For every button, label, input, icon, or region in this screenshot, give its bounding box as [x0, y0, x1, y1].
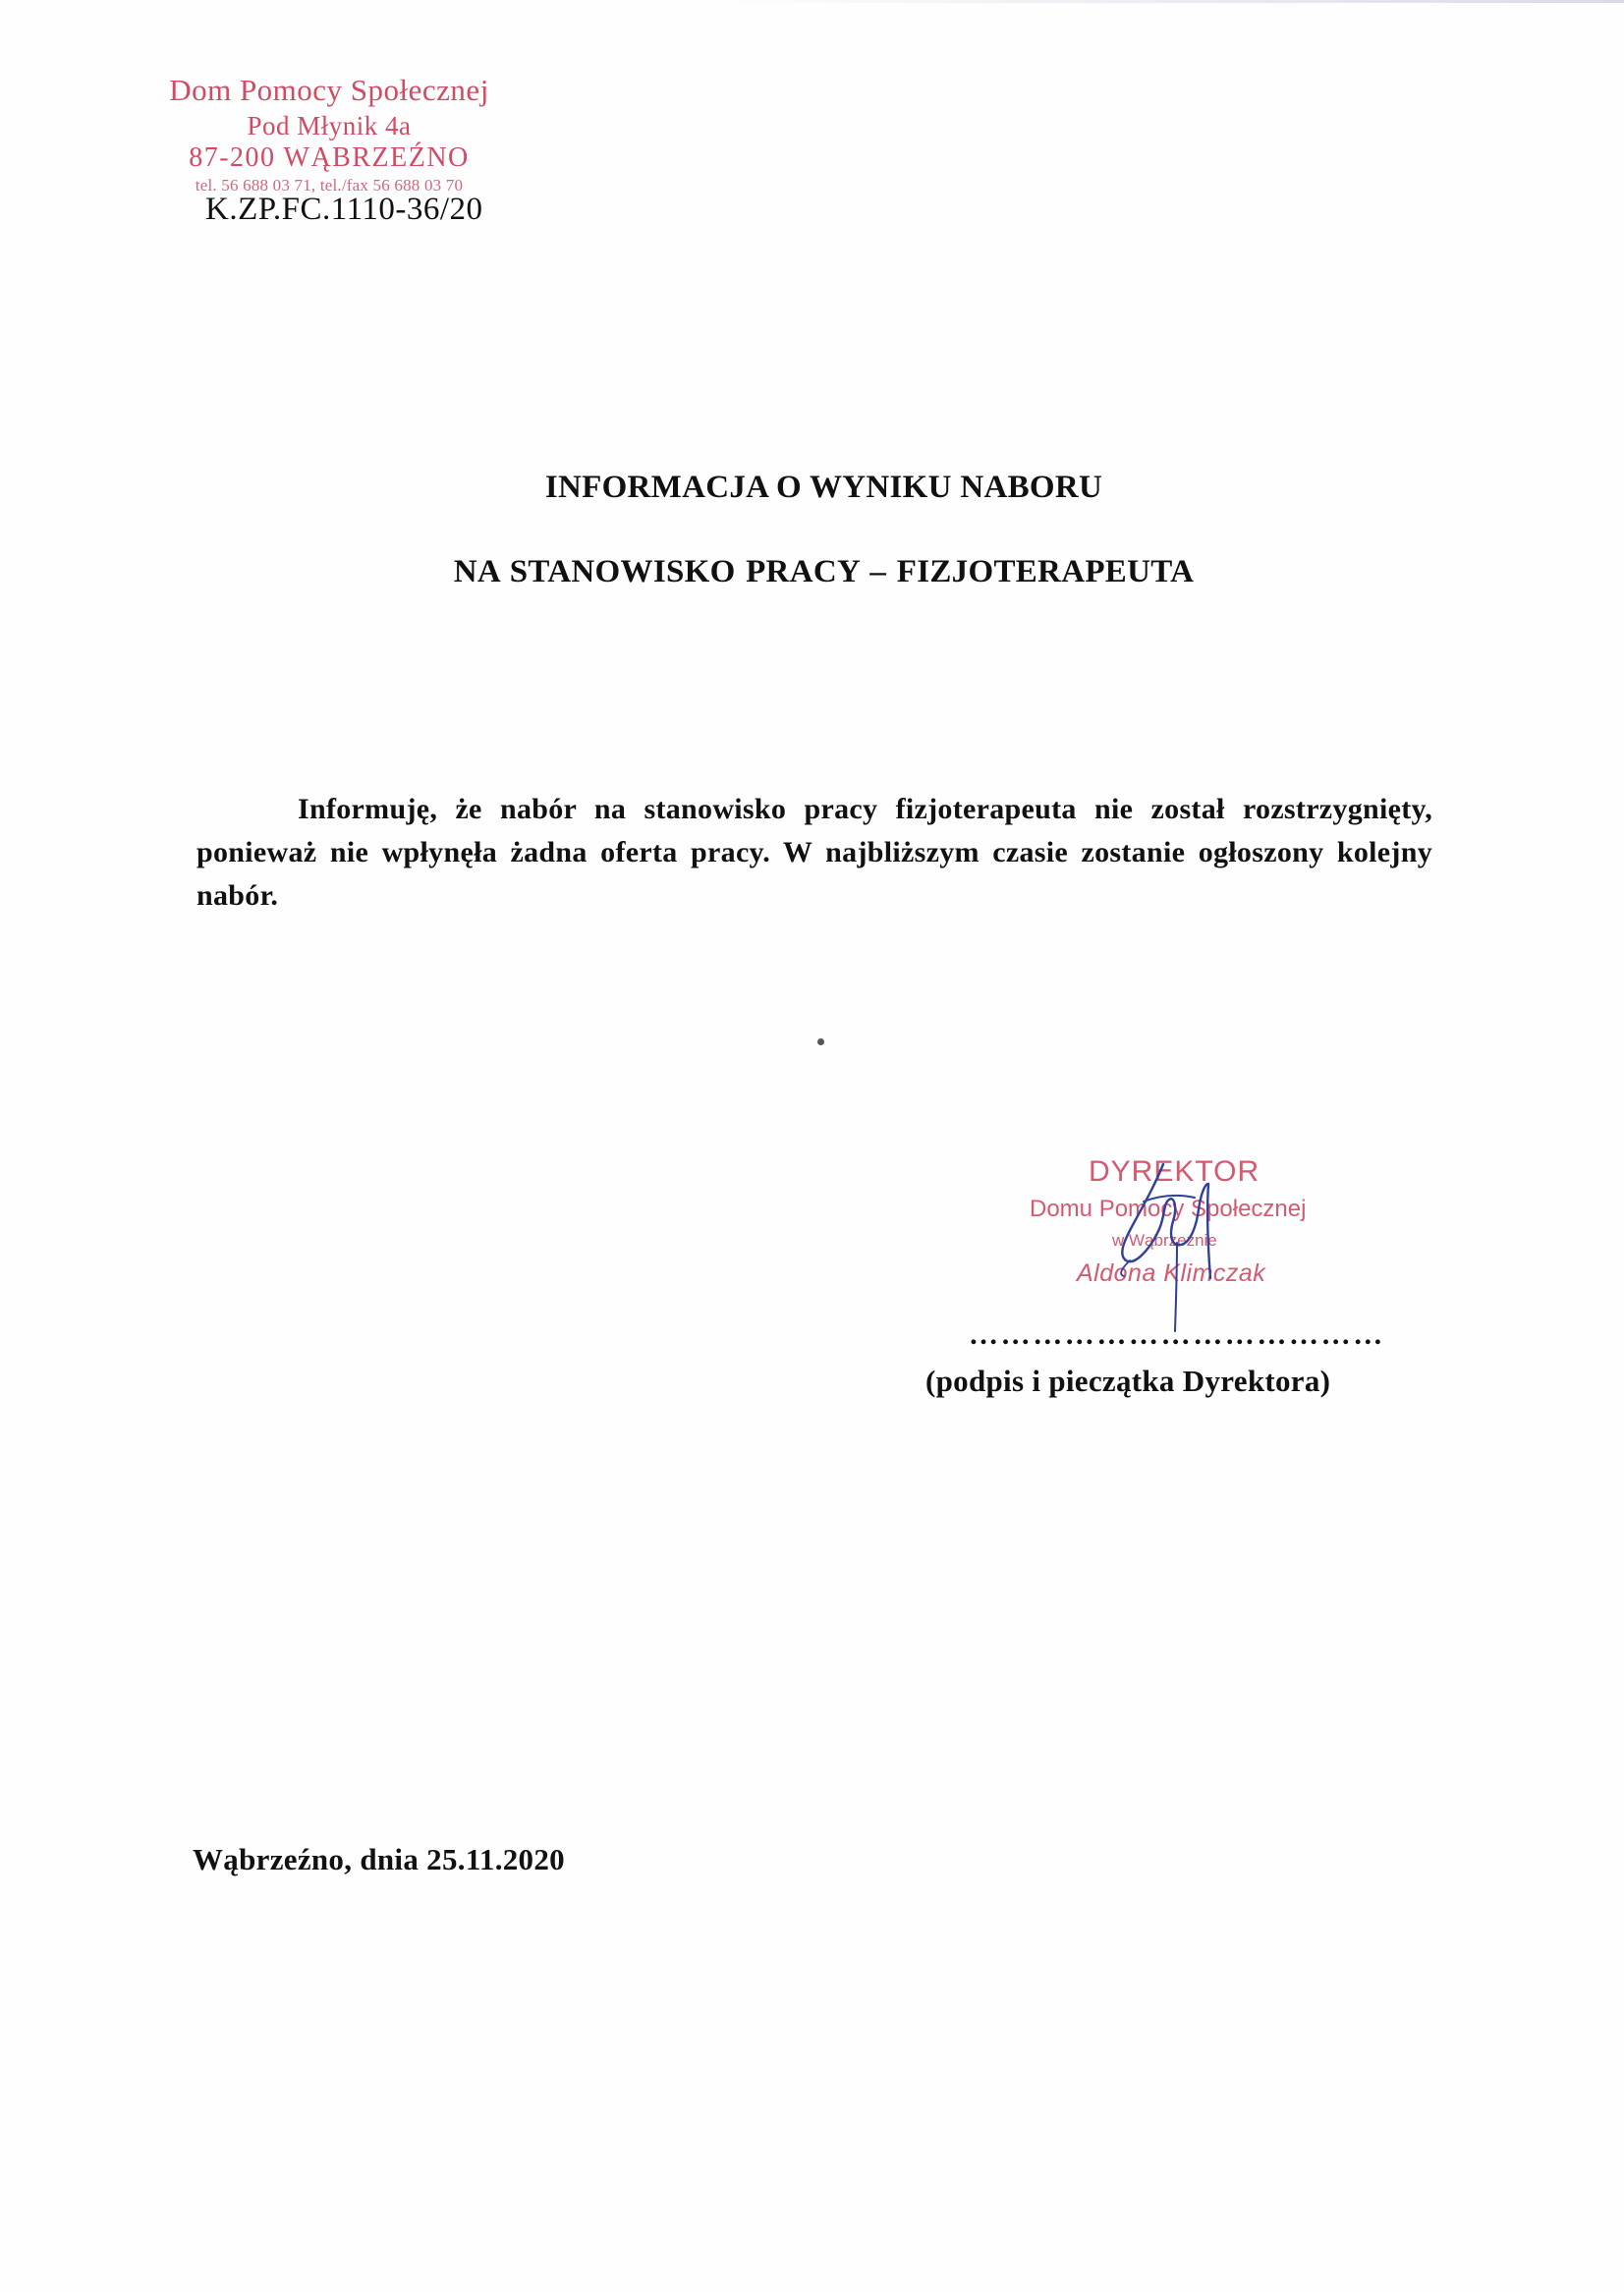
reference-number: K.ZP.FC.1110-36/20 [205, 192, 483, 227]
stamp-street: Pod Młynik 4a [247, 111, 412, 140]
signature-caption: (podpis i pieczątka Dyrektora) [925, 1364, 1331, 1398]
document-title: INFORMACJA O WYNIKU NABORU [544, 470, 1103, 505]
stamp-city: 87-200 WĄBRZEŹNO [189, 142, 470, 173]
director-stamp-name: Aldona Klimczak [1077, 1259, 1266, 1287]
signature-dotted-line: ………………………………… [969, 1318, 1385, 1351]
institution-stamp [133, 71, 526, 196]
handwritten-signature [1061, 1145, 1258, 1341]
scan-speck [817, 1038, 824, 1045]
place-and-date: Wąbrzeźno, dnia 25.11.2020 [193, 1842, 565, 1876]
body-paragraph: Informuję, że nabór na stanowisko pracy fizjoterapeuta nie został rozstrzygnięty, ponieważ nie wpłynęła żadna oferta pracy. W najbliższym czasie zostanie ogłoszony kolejny nabór. [196, 793, 1432, 912]
stamp-phone: tel. 56 688 03 71, tel./fax 56 688 03 70 [195, 176, 464, 195]
stamp-institution-name: Dom Pomocy Społecznej [169, 73, 489, 107]
director-stamp-title: DYREKTOR [1089, 1155, 1260, 1188]
director-stamp-location: w Wąbrzeźnie [1112, 1231, 1217, 1250]
scan-edge-line [707, 0, 1624, 3]
director-stamp-institution: Domu Pomocy Społecznej [1030, 1196, 1307, 1222]
document-subtitle: NA STANOWISKO PRACY – FIZJOTERAPEUTA [453, 554, 1195, 589]
